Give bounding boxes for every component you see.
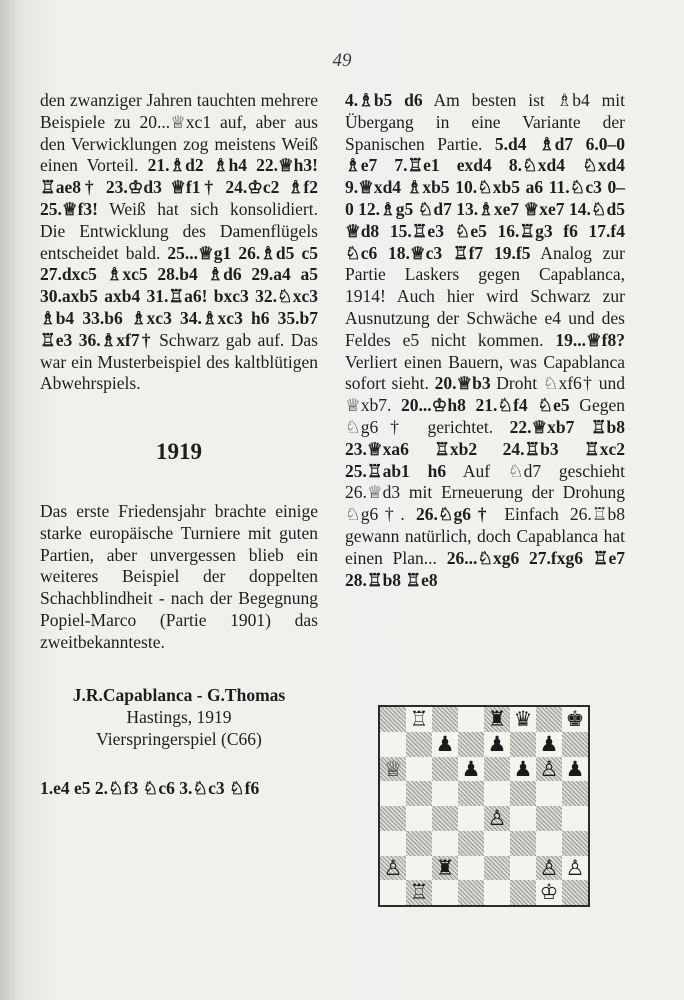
dark-square (458, 732, 484, 757)
dark-square (562, 880, 588, 905)
chess-diagram (378, 705, 590, 907)
move-notation: 26...♘xg6 27.fxg6 ♖e7 28.♖b8 ♖e8 (345, 547, 625, 590)
chess-piece-b8: ♖ (409, 707, 429, 731)
right-column (345, 90, 625, 591)
game-players: J.R.Capablanca - G.Thomas (72, 684, 286, 705)
move-notation: 25...♕g1 26.♗d5 c5 27.dxc5 ♗xc5 28.b4 ♗d6 29.a4 a5 30.axb5 axb4 31.♖a6! bxc3 32.♘xc3 ♗b4 33.b6 ♗xc3 34.♗xc3 h6 35.b7 ♖e3 36.♗xf7† (40, 242, 318, 350)
chess-piece-c2: ♜ (435, 855, 455, 880)
dark-square (406, 831, 432, 856)
commentary-text: Einfach 26.♖b8 gewann natürlich, doch Capablanca hat einen Plan... (345, 504, 625, 568)
chess-piece-e4: ♙ (487, 806, 507, 830)
game-event: Hastings, 1919 (126, 706, 232, 727)
move-notation: 21.♗d2 ♗h4 22.♕h3! ♖ae8† 23.♔d3 ♕f1† 24.♔c2 ♗f2 25.♕f3! (40, 155, 318, 219)
move-notation: 22.♕xb7 ♖b8 23.♕xa6 ♖xb2 24.♖b3 ♖xc2 25.♖ab1 h6 (345, 416, 626, 481)
dark-square (562, 732, 588, 757)
commentary-text: Verliert einen Bauern, was Capablanca sofort sieht. (345, 351, 625, 394)
left-paragraph-1 (40, 90, 318, 395)
move-notation: 4.♗b5 d6 (345, 90, 423, 110)
chess-piece-h2: ♙ (565, 855, 585, 880)
game-opening: Vierspringerspiel (C66) (96, 728, 262, 749)
dark-square (562, 781, 588, 806)
dark-square (432, 757, 458, 782)
commentary-text: Schwarz gab auf. Das war ein Musterbeispiel des kaltblütigen Abwehrspiels. (40, 329, 318, 394)
right-paragraph (345, 90, 625, 591)
commentary-text: Analog zur Partie Laskers gegen Capablanca, 1914! Auch hier wird Schwarz zur Ausnutzung der Schwäche e4 und des Feldes e5 nicht kommen. (345, 242, 625, 350)
dark-square (510, 732, 536, 757)
commentary-text: Gegen ♘g6† gerichtet. (345, 395, 625, 437)
commentary-text: Am besten ist ♗b4 mit Übergang in eine Variante der Spanischen Partie. (345, 90, 625, 154)
dark-square (458, 831, 484, 856)
commentary-text: den zwanziger Jahren tauchten mehrere Beispiele zu 20...♕xc1 auf, aber aus den Verwicklungen zog meistens Weiß einen Vorteil. (40, 90, 318, 176)
commentary-text: Droht ♘xf6† und ♕xb7. (345, 373, 625, 416)
dark-square (484, 757, 510, 782)
chess-piece-c7: ♟ (435, 731, 455, 756)
dark-square (510, 831, 536, 856)
dark-square (380, 806, 406, 831)
move-notation: 19...♕f8? (555, 329, 625, 350)
chess-piece-g6: ♙ (539, 756, 559, 781)
chess-piece-b1: ♖ (409, 880, 429, 905)
chess-piece-f8: ♛ (513, 707, 533, 731)
dark-square (536, 707, 562, 732)
chess-board (380, 707, 588, 905)
chess-piece-g2: ♙ (539, 855, 559, 880)
chess-piece-h8: ♚ (565, 707, 585, 731)
chess-piece-g7: ♟ (539, 731, 559, 756)
commentary-text: Auf ♘d7 geschieht 26.♕d3 mit Erneuerung der Drohung ♘g6†. (345, 460, 625, 525)
dark-square (380, 707, 406, 732)
chess-piece-f6: ♟ (513, 756, 533, 781)
dark-square (406, 781, 432, 806)
left-paragraph-2: Das erste Friedensjahr brachte einige starke europäische Turniere mit guten Partien, aber unvergessen blieb ein weiteres Beispiel der doppelten Schachblindheit - nach der Begegnung Popiel-Marco (Partie 1901) das zweitbekannteste. (40, 500, 318, 652)
chess-piece-g1: ♔ (539, 880, 559, 905)
commentary-text: Weiß hat sich konsolidiert. Die Entwicklung des Damenflügels entscheidet bald. (40, 198, 318, 263)
dark-square (432, 707, 458, 732)
dark-square (510, 880, 536, 905)
move-notation: 20...♔h8 21.♘f4 ♘e5 (401, 395, 570, 416)
game-header (40, 684, 318, 750)
dark-square (510, 781, 536, 806)
chess-piece-e7: ♟ (487, 731, 507, 756)
dark-square (562, 831, 588, 856)
dark-square (458, 781, 484, 806)
move-notation: 26.♘g6† (415, 504, 494, 525)
move-notation: 20.♕b3 (434, 373, 491, 394)
page-number: 49 (332, 50, 352, 71)
chess-piece-h6: ♟ (565, 756, 585, 781)
chess-piece-e8: ♜ (487, 707, 507, 731)
chess-piece-a6: ♕ (383, 756, 403, 781)
chess-piece-d6: ♟ (461, 756, 481, 781)
dark-square (458, 880, 484, 905)
game-moves: 1.e4 e5 2.♘f3 ♘c6 3.♘c3 ♘f6 (40, 777, 260, 798)
dark-square (406, 732, 432, 757)
dark-square (536, 806, 562, 831)
dark-square (484, 856, 510, 881)
chess-piece-a2: ♙ (383, 855, 403, 880)
left-column (40, 90, 318, 799)
year-heading: 1919 (156, 439, 202, 465)
dark-square (432, 806, 458, 831)
move-notation: 5.d4 ♗d7 6.0–0 ♗e7 7.♖e1 exd4 8.♘xd4 ♘xd4 9.♕xd4 ♗xb5 10.♘xb5 a6 11.♘c3 0–0 12.♗g5 ♘d7 13.♗xe7 ♕xe7 14.♘d5 ♕d8 15.♖e3 ♘e5 16.♖g3 f6 17.f4 ♘c6 18.♕c3 ♖f7 19.f5 (345, 133, 625, 263)
